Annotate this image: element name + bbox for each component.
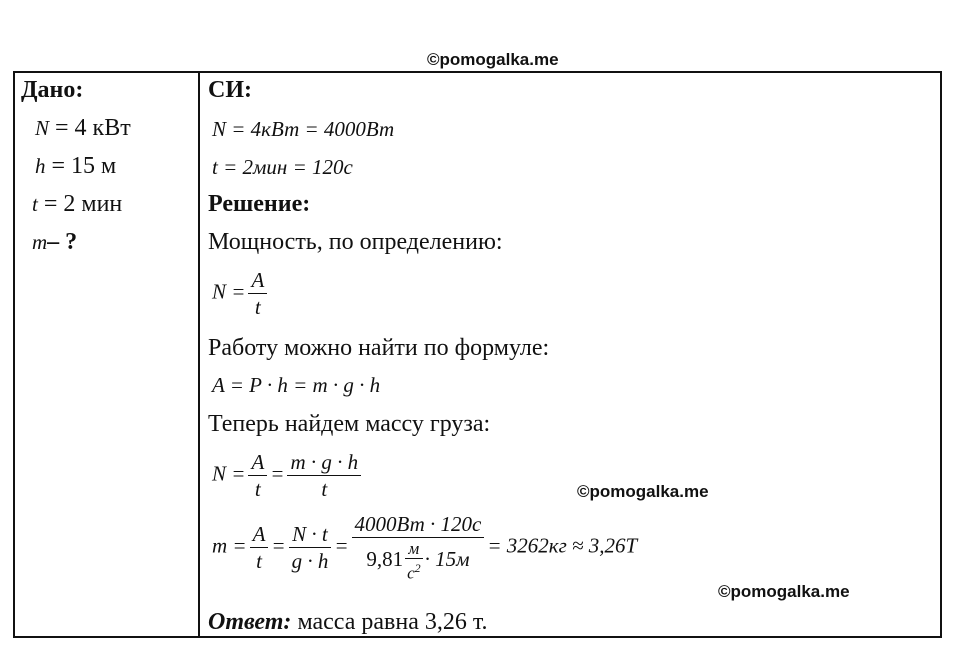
si-line-time: t = 2мин = 120с	[212, 155, 353, 179]
formula-power-expanded: N = $\frac{A}{t}$ = $\frac{m \cdot g \cdot h}{t}$	[212, 451, 364, 500]
given-var: h	[35, 154, 46, 178]
formula-power-definition: N = $\frac{A}{t}$	[212, 269, 270, 318]
solution-table	[13, 71, 942, 638]
answer-text: масса равна 3,26 т.	[291, 609, 488, 635]
solution-text-1: Мощность, по определению:	[208, 229, 503, 255]
watermark-bottom: ©pomogalka.me	[718, 582, 850, 601]
given-item	[35, 115, 131, 142]
given-var: t	[32, 192, 38, 216]
solution-text-2: Работу можно найти по формуле:	[208, 335, 550, 361]
watermark-top: ©pomogalka.me	[427, 50, 559, 69]
formula-work: A = P · h = m · g · h	[212, 373, 381, 397]
given-value: = 4 кВт	[49, 115, 131, 141]
formula-mass: m = $\frac{A}{t}$ = $\frac{N \cdot t}{g \cdot h}$ = 4000Вт · 120с 9,81 м $с^2$ · 15м = 3262кг ≈ 3,26Т	[212, 512, 638, 583]
watermark-middle: ©pomogalka.me	[577, 482, 709, 501]
si-line-power: N = 4кВт = 4000Вт	[212, 117, 395, 141]
answer-line	[208, 609, 488, 636]
given-value: – ?	[47, 229, 78, 255]
column-divider	[198, 73, 200, 636]
solution-text-3: Теперь найдем массу груза:	[208, 411, 491, 437]
given-item	[32, 191, 122, 218]
given-var: N	[35, 116, 50, 140]
answer-label: Ответ:	[208, 609, 292, 635]
given-item	[35, 153, 116, 180]
given-value: = 2 мин	[37, 191, 123, 217]
given-item	[32, 229, 77, 256]
si-title: СИ:	[208, 77, 252, 103]
given-title: Дано:	[21, 77, 84, 103]
given-value: = 15 м	[45, 153, 117, 179]
solution-title: Решение:	[208, 191, 311, 217]
given-var: m	[32, 230, 48, 254]
